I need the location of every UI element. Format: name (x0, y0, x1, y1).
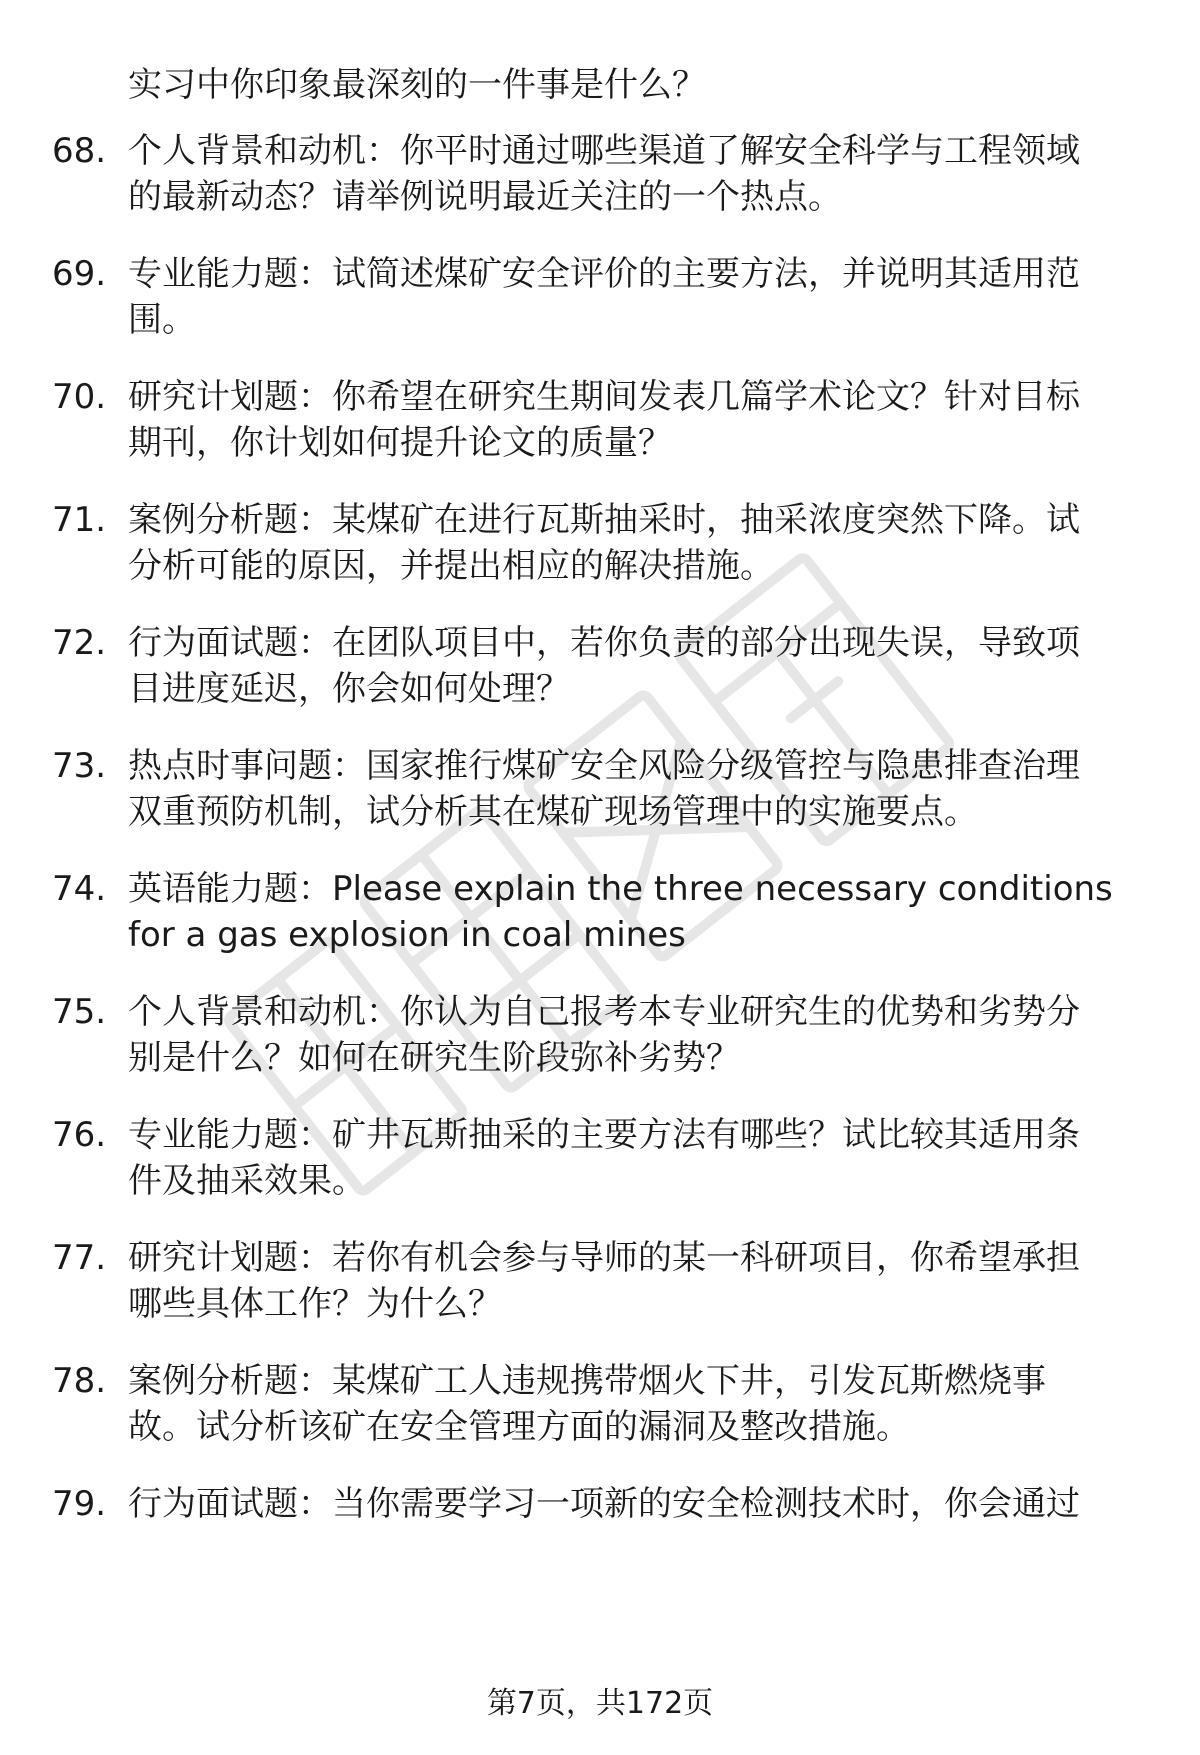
question-text (128, 374, 1138, 466)
question-text-line: for a gas explosion in coal mines (128, 915, 686, 955)
question-number: 79. (52, 1484, 107, 1524)
question-text-line: 分析可能的原因，并提出相应的解决措施。 (128, 546, 774, 586)
question-text (128, 1481, 1138, 1527)
question-text-line: 故。试分析该矿在安全管理方面的漏洞及整改措施。 (128, 1407, 910, 1447)
question-text-line: 案例分析题：某煤矿工人违规携带烟火下井，引发瓦斯燃烧事 (128, 1361, 1046, 1401)
question-text-line: 案例分析题：某煤矿在进行瓦斯抽采时，抽采浓度突然下降。试 (128, 500, 1080, 540)
question-text-line: 的最新动态？请举例说明最近关注的一个热点。 (128, 177, 842, 217)
question-text-line: 英语能力题：Please explain the three necessary conditions (128, 869, 1113, 909)
question-text-line: 专业能力题：矿井瓦斯抽采的主要方法有哪些？试比较其适用条 (128, 1115, 1080, 1155)
question-text-line: 目进度延迟，你会如何处理？ (128, 669, 570, 709)
question-text (128, 497, 1138, 589)
question-text-line: 热点时事问题：国家推行煤矿安全风险分级管控与隐患排查治理 (128, 746, 1080, 786)
question-number: 69. (52, 254, 107, 294)
question-text-line: 个人背景和动机：你认为自己报考本专业研究生的优势和劣势分 (128, 992, 1080, 1032)
question-number: 71. (52, 500, 107, 540)
question-text-line: 别是什么？如何在研究生阶段弥补劣势？ (128, 1038, 740, 1078)
question-number: 77. (52, 1238, 107, 1278)
question-text (128, 1235, 1138, 1327)
question-text-line: 双重预防机制，试分析其在煤矿现场管理中的实施要点。 (128, 792, 978, 832)
question-text-line: 期刊，你计划如何提升论文的质量？ (128, 423, 672, 463)
question-text-line: 围。 (128, 300, 196, 340)
question-text (128, 251, 1138, 343)
question-number: 73. (52, 746, 107, 786)
question-text-line: 研究计划题：若你有机会参与导师的某一科研项目，你希望承担 (128, 1238, 1080, 1278)
question-text-line: 哪些具体工作？为什么？ (128, 1284, 502, 1324)
question-number: 70. (52, 377, 107, 417)
question-text (128, 128, 1138, 220)
page-footer: 第7页，共172页 (486, 1686, 714, 1721)
question-text-line: 专业能力题：试简述煤矿安全评价的主要方法，并说明其适用范 (128, 254, 1080, 294)
question-number: 68. (52, 131, 107, 171)
question-number: 78. (52, 1361, 107, 1401)
question-number: 72. (52, 623, 107, 663)
question-text (128, 989, 1138, 1081)
question-text (128, 1358, 1138, 1450)
question-text-line: 行为面试题：在团队项目中，若你负责的部分出现失误，导致项 (128, 623, 1080, 663)
question-text (128, 1112, 1138, 1204)
question-number: 74. (52, 869, 107, 909)
question-text-line: 个人背景和动机：你平时通过哪些渠道了解安全科学与工程领域 (128, 131, 1080, 171)
question-text-line: 研究计划题：你希望在研究生期间发表几篇学术论文？针对目标 (128, 377, 1080, 417)
question-number: 76. (52, 1115, 107, 1155)
question-text (128, 866, 1138, 958)
question-text (128, 743, 1138, 835)
question-text-line: 件及抽采效果。 (128, 1161, 366, 1201)
continued-question-line: 实习中你印象最深刻的一件事是什么？ (128, 65, 706, 105)
question-number: 75. (52, 992, 107, 1032)
question-text-line: 行为面试题：当你需要学习一项新的安全检测技术时，你会通过 (128, 1484, 1080, 1524)
question-text (128, 620, 1138, 712)
